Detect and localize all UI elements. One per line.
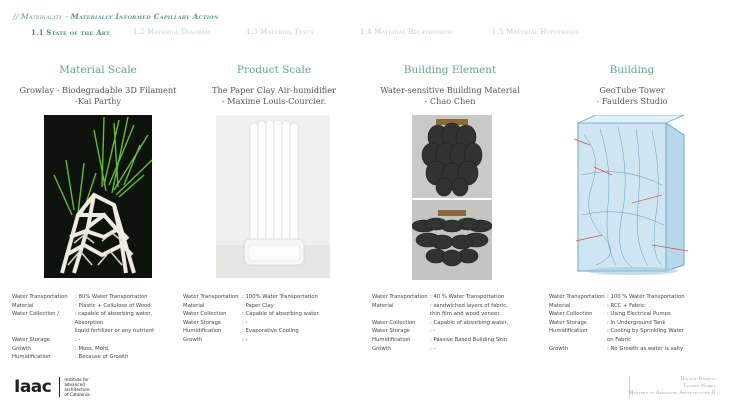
tab-material-relationship[interactable]: 1.4 Material Relationship bbox=[360, 28, 454, 36]
spec-value: : 100% Water Transportation bbox=[242, 294, 318, 300]
footer-credits bbox=[629, 377, 716, 397]
spec-value: : Capable of absorbing water, bbox=[430, 319, 509, 326]
spec-key: Humidification bbox=[549, 328, 588, 335]
spec-row bbox=[183, 293, 353, 302]
spec-key: Material bbox=[372, 302, 394, 309]
spec-value: : sandwiched layers of fabric, thin film and wood veneer. bbox=[430, 302, 508, 318]
spec-key: Growth bbox=[372, 345, 392, 352]
column-project bbox=[370, 85, 530, 107]
spec-value: : RCC + Fabric bbox=[607, 302, 645, 309]
spec-row bbox=[372, 319, 542, 328]
column-product-scale bbox=[194, 64, 354, 107]
spec-value: : capable of absorbing water, Absorption liquid fertilizer or any nutrient bbox=[74, 311, 155, 335]
spec-value: : Paper Clay bbox=[242, 302, 274, 309]
footer-program: Masters in Advanced Architecture II bbox=[628, 390, 716, 396]
specs-building bbox=[549, 293, 719, 353]
spec-value: : Using Electrical Pumps bbox=[607, 311, 671, 318]
tab-material-diagram[interactable]: 1.2 Material Diagram bbox=[133, 28, 211, 36]
spec-row bbox=[372, 302, 542, 319]
spec-key: Humidification bbox=[183, 328, 222, 335]
section-header bbox=[13, 12, 219, 21]
spec-row bbox=[12, 302, 182, 311]
spec-row bbox=[549, 310, 719, 319]
project-name: Growlay - Biodegradable 3D Filament bbox=[19, 85, 177, 95]
column-building-element bbox=[370, 64, 530, 107]
spec-value: : Passive Based Building Skin bbox=[430, 336, 508, 343]
spec-value: : Moss, Mold, bbox=[75, 345, 110, 352]
column-project bbox=[194, 85, 354, 107]
spec-row bbox=[183, 327, 353, 336]
spec-key: Material bbox=[183, 302, 205, 309]
spec-key: Water Collection bbox=[183, 311, 227, 318]
spec-key: Growth bbox=[12, 345, 32, 352]
column-title: Building Element bbox=[403, 64, 497, 76]
spec-row bbox=[372, 336, 542, 345]
spec-key: Humidification bbox=[372, 336, 411, 343]
column-project bbox=[18, 85, 178, 107]
spec-row bbox=[549, 319, 719, 328]
spec-row bbox=[549, 302, 719, 311]
column-material-scale bbox=[18, 64, 178, 107]
spec-value: : - bbox=[75, 336, 81, 343]
spec-row bbox=[12, 353, 182, 362]
spec-row bbox=[12, 310, 182, 336]
footer-project: Digital Gravity bbox=[680, 377, 716, 382]
building-element-open-image bbox=[412, 200, 492, 280]
specs-building-element bbox=[372, 293, 542, 353]
column-title: Product Scale bbox=[236, 64, 312, 76]
spec-value: : Cooling by Sprinkling Water on Fabric bbox=[607, 328, 684, 343]
spec-key: Growth bbox=[183, 336, 203, 343]
spec-value: : - bbox=[242, 336, 248, 343]
project-name: The Paper Clay Air-humidifier bbox=[211, 85, 337, 95]
specs-product-scale bbox=[183, 293, 353, 345]
spec-value: : In Underground Tank bbox=[607, 319, 666, 326]
geotube-tower-image bbox=[572, 115, 692, 278]
header-title: Materially Informed Capillary Action bbox=[70, 12, 219, 21]
spec-key: Growth bbox=[549, 345, 569, 352]
spec-row bbox=[183, 302, 353, 311]
spec-row bbox=[12, 345, 182, 354]
column-title: Building bbox=[609, 64, 655, 76]
spec-row bbox=[183, 310, 353, 319]
spec-key: Water Collection bbox=[549, 311, 593, 318]
project-author: - Chao Chen bbox=[424, 96, 476, 106]
spec-key: Humidification bbox=[12, 354, 51, 361]
humidifier-image bbox=[216, 115, 330, 278]
column-title: Material Scale bbox=[59, 64, 137, 76]
spec-value: : No Growth as water is salty bbox=[607, 345, 684, 352]
spec-key: Water Collection / bbox=[12, 311, 60, 318]
tab-state-of-the-art[interactable]: 1.1 State of the Art bbox=[31, 28, 110, 37]
spec-row bbox=[12, 293, 182, 302]
spec-value: : 100 % Water Transportation bbox=[607, 294, 685, 300]
spec-row bbox=[12, 336, 182, 345]
spec-value: : Plastic + Cellulose of Wood bbox=[75, 302, 151, 309]
iaac-logo bbox=[14, 377, 90, 397]
spec-key: Water Transportation bbox=[183, 294, 239, 300]
spec-row bbox=[372, 345, 542, 354]
project-author: -Kai Parthy bbox=[74, 96, 122, 106]
spec-value: : Capable of absorbing water. bbox=[242, 311, 320, 318]
spec-value: : Evaporative Cooling bbox=[242, 328, 299, 335]
growlay-image bbox=[44, 115, 152, 278]
section-tabs bbox=[0, 28, 730, 42]
project-name: Water-sensitive Building Material bbox=[380, 85, 520, 95]
spec-row bbox=[183, 319, 353, 328]
project-author: - Maxime Louis-Courcier. bbox=[221, 96, 327, 106]
specs-material-scale bbox=[12, 293, 182, 362]
project-name: GeoTube Tower bbox=[599, 85, 665, 95]
spec-key: Water Storage bbox=[549, 319, 588, 326]
spec-key: Water Transportation bbox=[549, 294, 605, 300]
spec-key: Water Collection bbox=[372, 319, 416, 326]
spec-row bbox=[183, 336, 353, 345]
spec-value: : 80% Water Transportation bbox=[75, 294, 148, 300]
spec-key: Material bbox=[12, 302, 34, 309]
spec-row bbox=[549, 345, 719, 354]
spec-key: Water Transportation bbox=[372, 294, 428, 300]
spec-key: Water Storage bbox=[372, 328, 411, 335]
tab-material-hypothesis[interactable]: 1.5 Material Hypothesis bbox=[492, 28, 580, 36]
spec-key: Water Storage bbox=[12, 336, 51, 343]
spec-value: : - bbox=[430, 328, 436, 335]
spec-row bbox=[549, 293, 719, 302]
spec-row bbox=[549, 327, 719, 344]
logo-institute-name: Institute for advanced architecture of Catalonia bbox=[59, 377, 89, 397]
spec-row bbox=[372, 293, 542, 302]
spec-value: : 40 % Water Transportation bbox=[430, 294, 505, 300]
header-separator: - bbox=[62, 12, 71, 21]
spec-key: Water Transportation bbox=[12, 294, 68, 300]
spec-value: : Because of Growth bbox=[75, 354, 129, 361]
spec-value: : - bbox=[430, 345, 436, 352]
footer-tutors: Tutors Names bbox=[683, 383, 716, 389]
building-element-closed-image bbox=[412, 115, 492, 198]
tab-material-tests[interactable]: 1.3 Material Tests bbox=[246, 28, 314, 36]
spec-value: : - bbox=[242, 319, 248, 326]
spec-row bbox=[372, 327, 542, 336]
logo-mark: Iaac bbox=[14, 377, 52, 397]
header-prefix: // Materiality bbox=[13, 12, 63, 21]
spec-key: Material bbox=[549, 302, 571, 309]
spec-key: Water Storage bbox=[183, 319, 222, 326]
column-building bbox=[552, 64, 712, 107]
column-project bbox=[552, 85, 712, 107]
project-author: - Faulders Studio bbox=[596, 96, 668, 106]
